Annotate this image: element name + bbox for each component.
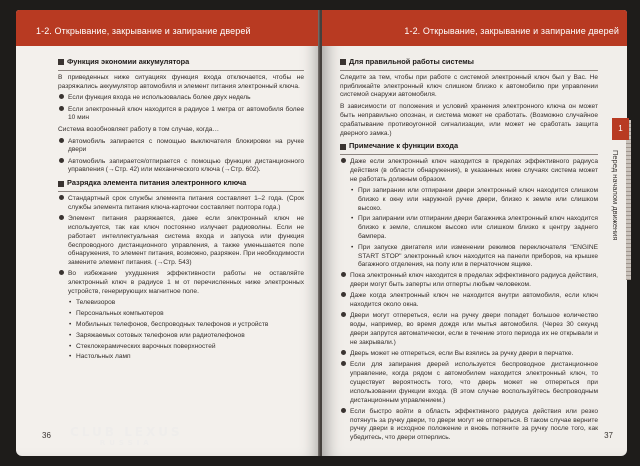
bullet-icon (341, 292, 346, 297)
list-item: Пока электронный ключ находится в пределах эффективного радиуса действия, двери могут быть заперты или отперты любым человеком. (340, 272, 598, 290)
bullet-icon (59, 94, 64, 99)
bullet-icon (59, 195, 64, 200)
list-item: Если быстро войти в область эффективного радиуса действия или резко потянуть за ручку двери, то двери могут не отпереться. В таком случае верните ручку двери в исходное положение и вновь потяните за ручку после того, как убедитесь, что двери отперлись. (340, 408, 598, 443)
sub-item: • При запирании или отпирании двери электронный ключ находится слишком близко к окну или наружной ручке двери, близко к земле или слишком высоко. (351, 187, 598, 212)
proper-paragraph: В зависимости от положения и условий хранения электронного ключа он может быть неправильно опознан, и система может не сработать. (Возможно случайное срабатывание противоугонной сигнализации, или может не сработать защита дверного замка.) (340, 103, 598, 137)
divider (340, 70, 598, 71)
bullet-icon: • (69, 320, 72, 328)
bullet-icon (341, 272, 346, 277)
list-item: Дверь может не отпереться, если Вы взялись за ручку двери в перчатке. (340, 350, 598, 359)
bullet-icon (341, 361, 346, 366)
right-header-band (322, 10, 627, 46)
bullet-icon (59, 270, 64, 275)
entry-section-title: Примечание к функции входа (340, 142, 598, 151)
list-item: Даже если электронный ключ находится в пределах эффективного радиуса действия (в области обнаружения), в указанных ниже случаях система может не работать должным образом. (340, 158, 598, 184)
left-header-band (16, 10, 321, 46)
battery-intro: В приведенных ниже ситуациях функция входа отключается, чтобы не разряжались аккумулятор автомобиля и элемент питания электронный ключа. (58, 73, 304, 90)
right-page-number: 37 (604, 431, 613, 440)
divider (58, 70, 304, 71)
square-bullet-icon (58, 181, 64, 187)
left-page-number: 36 (42, 431, 51, 440)
bullet-icon (59, 138, 64, 143)
list-item: Автомобиль запирается с помощью выключателя блокировки на ручке двери (58, 138, 304, 156)
bullet-icon: • (69, 342, 72, 350)
list-item: Во избежание ухудшения эффективности работы не оставляйте электронный ключ в радиусе 1 м от перечисленных ниже электронных устройств, генерирующих магнитное поле. (58, 270, 304, 296)
square-bullet-icon (58, 59, 64, 65)
list-item: Если электронный ключ находится в радиусе 1 метра от автомобиля более 10 мин (58, 106, 304, 124)
bullet-icon (341, 350, 346, 355)
bullet-icon: • (351, 243, 354, 251)
device-item: • Персональных компьютеров (69, 310, 164, 318)
sub-item: • При запирании или отпирании двери багажника электронный ключ находится близко к земле, слишком высоко или слишком близко к центру заднего бампера. (351, 215, 598, 241)
left-page (16, 10, 321, 456)
bullet-icon (341, 408, 346, 413)
list-item: Стандартный срок службы элемента питания составляет 1–2 года. (Срок службы элемента питания ключа-карточки составляет полтора года.) (58, 195, 304, 213)
list-item: Даже когда электронный ключ не находится внутри автомобиля, если ключ находится около окна. (340, 292, 598, 310)
bullet-icon: • (69, 353, 72, 361)
square-bullet-icon (340, 144, 346, 150)
left-content (58, 54, 304, 364)
list-item: Если для запирания дверей используется беспроводное дистанционное управление, когда рядом с автомобилем находится электронный ключ, то существует вероятность того, что дверь может не отпереться при использовании функции входа. (В этом случае воспользуйтесь беспроводным дистанционным управлением.) (340, 361, 598, 405)
list-item: Двери могут отпереться, если на ручку двери попадет большое количество воды, например, во время дождя или мытья автомобиля. (Через 30 секунд двери запрутся автоматически, если в течение этого периода их не открывали и не закрывали.) (340, 312, 598, 347)
device-item: • Мобильных телефонов, беспроводных телефонов и устройств (69, 320, 269, 328)
bullet-icon (341, 312, 346, 317)
proper-section-title: Для правильной работы системы (340, 58, 598, 67)
right-page (322, 10, 627, 456)
discharge-section-title: Разрядка элемента питания электронного ключа (58, 179, 304, 188)
bullet-icon: • (351, 187, 354, 195)
device-item: • Стеклокерамических варочных поверхностей (69, 342, 216, 350)
bullet-icon: • (69, 310, 72, 318)
list-item: Элемент питания разряжается, даже если электронный ключ не используется, так как ключ постоянно излучает радиоволны. Если не работает интеллектуальная система входа и запуска или функция беспроводного дистанционного управления, а также уменьшается поле обнаружения, то элемент питания, возможно, разряжен. При необходимости замените элемент питания. (→Стр. 543) (58, 215, 304, 268)
right-header-title: 1-2. Открывание, закрывание и запирание дверей (404, 26, 619, 36)
bullet-icon (59, 158, 64, 163)
proper-paragraph: Следите за тем, чтобы при работе с системой электронный ключ был у Вас. Не приближайте электронный ключ слишком близко к автомобилю при управлении системой снаружи автомобиля. (340, 73, 598, 99)
bullet-icon (59, 215, 64, 220)
right-content (340, 54, 598, 446)
bullet-icon: • (351, 215, 354, 223)
list-item: Если функция входа не использовалась более двух недель (58, 94, 304, 103)
device-item: • Настольных ламп (69, 353, 131, 361)
battery-restore: Система возобновляет работу в том случае, когда… (58, 125, 220, 133)
battery-section-title: Функция экономии аккумулятора (58, 58, 304, 67)
device-item: • Телевизоров (69, 299, 116, 307)
watermark-line2: RUSSIA (99, 439, 153, 447)
divider (340, 154, 598, 155)
device-item: • Заряжаемых сотовых телефонов или радиотелефонов (69, 331, 245, 339)
watermark-line1: CLUB LEXUS (70, 425, 183, 439)
bullet-icon: • (69, 331, 72, 339)
watermark (70, 425, 183, 447)
chapter-tab: 1 (612, 118, 629, 140)
square-bullet-icon (340, 59, 346, 65)
bullet-icon (341, 158, 346, 163)
bullet-icon (59, 106, 64, 111)
left-header-title: 1-2. Открывание, закрывание и запирание дверей (36, 26, 251, 36)
list-item: Автомобиль запирается/отпирается с помощью функции дистанционного управления (→Стр. 42) или механического ключа (→Стр. 602). (58, 158, 304, 176)
chapter-side-label: Перед началом движения (611, 150, 620, 241)
sub-item: • При запуске двигателя или изменении режимов переключателя "ENGINE START STOP" электронный ключ находится на панели приборов, на крышке багажного отделения, на полу или в перчаточном ящике. (351, 243, 598, 269)
divider (58, 191, 304, 192)
bullet-icon: • (69, 299, 72, 307)
